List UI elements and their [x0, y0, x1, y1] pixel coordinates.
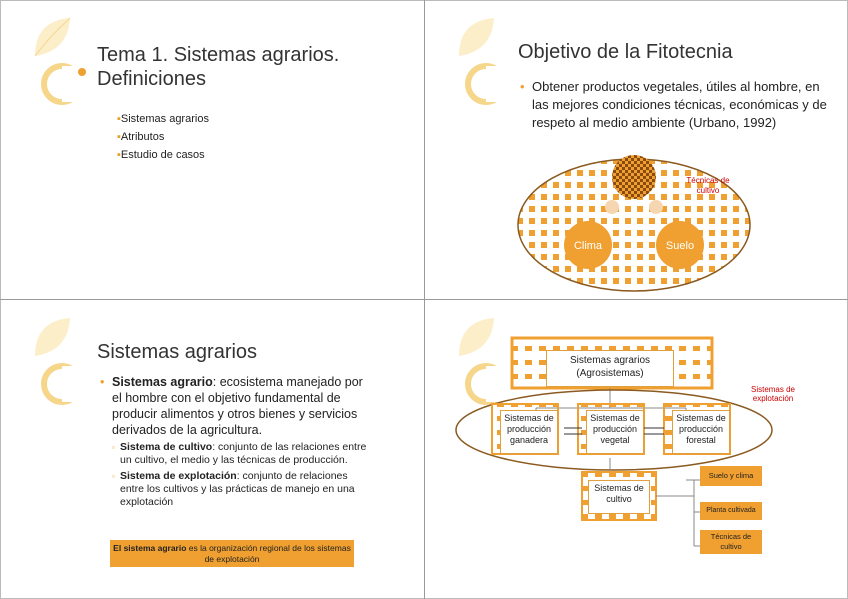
tecnicas-circle	[612, 155, 656, 199]
title-bullet-icon	[78, 68, 86, 76]
top-box-line-1: Sistemas agrarios	[569, 355, 651, 366]
title-line-1: Tema 1. Sistemas agrarios.	[97, 44, 340, 66]
list-item: ▪Estudio de casos	[117, 149, 205, 161]
side-item-tecnicas: Técnicas de cultivo	[700, 530, 762, 554]
leaf-logo-icon	[30, 316, 90, 406]
top-box-line-2: (Agrosistemas)	[576, 368, 644, 379]
leaf-logo-icon	[30, 16, 90, 106]
clima-label: Clima	[573, 240, 603, 252]
tecnicas-label: Técnicas de cultivo	[686, 176, 730, 195]
title-line-2: Definiciones	[97, 68, 206, 90]
definitions-block	[100, 374, 370, 509]
main-definition: • Sistemas agrario: ecosistema manejado por el hombre con el objetivo fundamental de producir alimentos y otros bienes y servicios derivados de la agricultura.	[100, 375, 363, 437]
explotacion-label: Sistemas de explotación	[750, 385, 796, 403]
slide-3-title: Sistemas agrarios	[97, 341, 258, 363]
agrosistemas-box	[546, 350, 674, 387]
forestal-box: Sistemas de producción forestal	[672, 410, 730, 454]
sub-bullet-icon: ▫	[112, 472, 115, 481]
agenda-list	[117, 110, 209, 164]
slide-1-title	[97, 43, 339, 91]
slide-2	[424, 0, 848, 299]
bullet-icon: •	[100, 375, 105, 389]
leaf-logo-icon	[454, 16, 514, 106]
list-item: ▪Sistemas agrarios	[117, 113, 209, 125]
bullet-icon: •	[520, 79, 525, 94]
sub-definition-2: ▫ Sistema de explotación: conjunto de relaciones entre los cultivos y las prácticas de manejo en una explotación	[112, 470, 355, 508]
slide-2-title: Objetivo de la Fitotecnia	[518, 41, 733, 63]
vegetal-box: Sistemas de producción vegetal	[586, 410, 644, 454]
sub-bullet-icon: ▫	[112, 443, 115, 452]
note-box: El sistema agrario es la organización regional de los sistemas de explotación	[110, 540, 354, 567]
side-item-planta: Planta cultivada	[700, 502, 762, 520]
sub-definition-1: ▫ Sistema de cultivo: conjunto de las relaciones entre un cultivo, el medio y las técnicas de producción.	[112, 441, 367, 466]
ganadera-box: Sistemas de producción ganadera	[500, 410, 558, 454]
side-item-suelo: Suelo y clima	[700, 466, 762, 486]
objective-bullet: • Obtener productos vegetales, útiles al hombre, en las mejores condiciones técnicas, económicas y de respeto al medio ambiente (Urbano, 1992)	[520, 79, 827, 130]
list-item: ▪Atributos	[117, 131, 165, 143]
suelo-label: Suelo	[665, 240, 695, 252]
cultivo-box: Sistemas de cultivo	[588, 480, 650, 514]
slide-1	[0, 0, 424, 299]
